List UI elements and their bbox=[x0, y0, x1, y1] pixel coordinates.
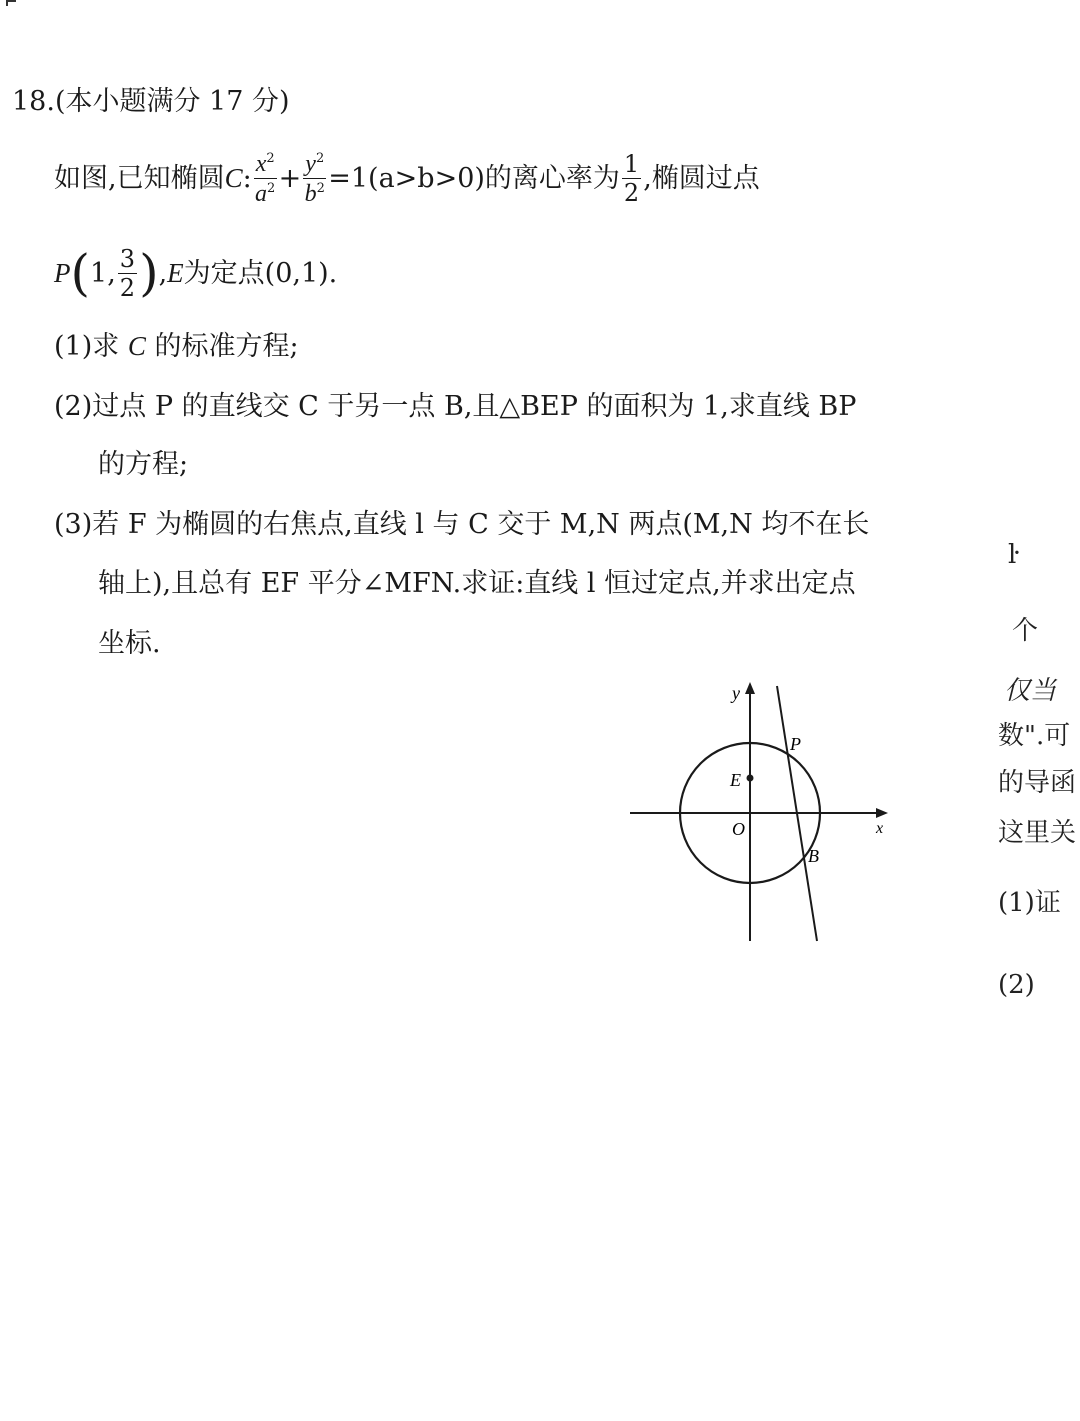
pass-text: ,椭圆过点 bbox=[643, 162, 760, 194]
fixed-point-text: 为定点(0,1). bbox=[183, 257, 338, 289]
x-axis-label: x bbox=[876, 820, 884, 837]
problem-stem-line2: P ( 1, $\frac{3}{2}$ ) , E 为定点(0,1). bbox=[54, 244, 338, 302]
eccentricity-fraction: $\frac{1}{2}$ bbox=[623, 149, 640, 207]
y-over-b-fraction: $\frac{y^2}{b^2}$ bbox=[304, 150, 325, 207]
colon: : bbox=[242, 162, 252, 194]
equals-one: =1 bbox=[328, 162, 369, 194]
point-P-y-fraction: $\frac{3}{2}$ bbox=[119, 244, 136, 302]
problem-header: 18.(本小题满分 17 分) bbox=[12, 86, 290, 117]
B-label: B bbox=[808, 846, 819, 866]
side-fragment: ŀ bbox=[1008, 540, 1017, 570]
side-fragment: 的导函 bbox=[998, 768, 1077, 798]
E-label: E bbox=[730, 770, 741, 790]
side-fragment: 仅当 bbox=[1004, 676, 1057, 706]
problem-stem-line1 bbox=[54, 143, 760, 213]
side-fragment: (2) bbox=[998, 970, 1035, 1000]
eccentricity-text: 的离心率为 bbox=[484, 162, 620, 194]
x-over-a-fraction: $\frac{x^2}{a^2}$ bbox=[255, 150, 276, 207]
part-1: (1)求 C 的标准方程; bbox=[54, 331, 299, 362]
part-3-line1: (3)若 F 为椭圆的右焦点,直线 l 与 C 交于 M,N 两点(M,N 均不在长 bbox=[54, 509, 870, 540]
point-P-x: 1, bbox=[90, 257, 116, 289]
part-3-line2: 轴上),且总有 EF 平分∠MFN.求证:直线 l 恒过定点,并求出定点 bbox=[98, 568, 856, 599]
side-fragment: (1)证 bbox=[998, 888, 1061, 918]
side-fragment: 数".可 bbox=[998, 721, 1071, 751]
part-2-line1: (2)过点 P 的直线交 C 于另一点 B,且△BEP 的面积为 1,求直线 BP bbox=[54, 391, 857, 422]
corner-mark bbox=[6, 0, 16, 6]
part-3-line3: 坐标. bbox=[98, 628, 161, 659]
side-fragment: 这里关 bbox=[998, 818, 1077, 848]
point-E-label: E bbox=[167, 257, 184, 288]
side-fragment: 个 bbox=[1012, 616, 1039, 646]
y-axis-label: y bbox=[732, 683, 740, 703]
part-2-line2: 的方程; bbox=[98, 449, 189, 480]
P-label: P bbox=[790, 734, 801, 754]
point-P-label: P bbox=[54, 257, 71, 288]
stem-intro: 如图,已知椭圆 bbox=[54, 162, 225, 194]
origin-label: O bbox=[732, 819, 745, 839]
ellipse-label: C bbox=[224, 162, 243, 193]
plus-sign: + bbox=[278, 162, 302, 194]
y-axis-arrow-icon bbox=[745, 682, 755, 694]
ellipse-figure bbox=[620, 676, 900, 951]
x-axis-arrow-icon bbox=[876, 808, 888, 818]
point-E-dot bbox=[747, 775, 754, 782]
condition: (a>b>0) bbox=[368, 162, 485, 194]
